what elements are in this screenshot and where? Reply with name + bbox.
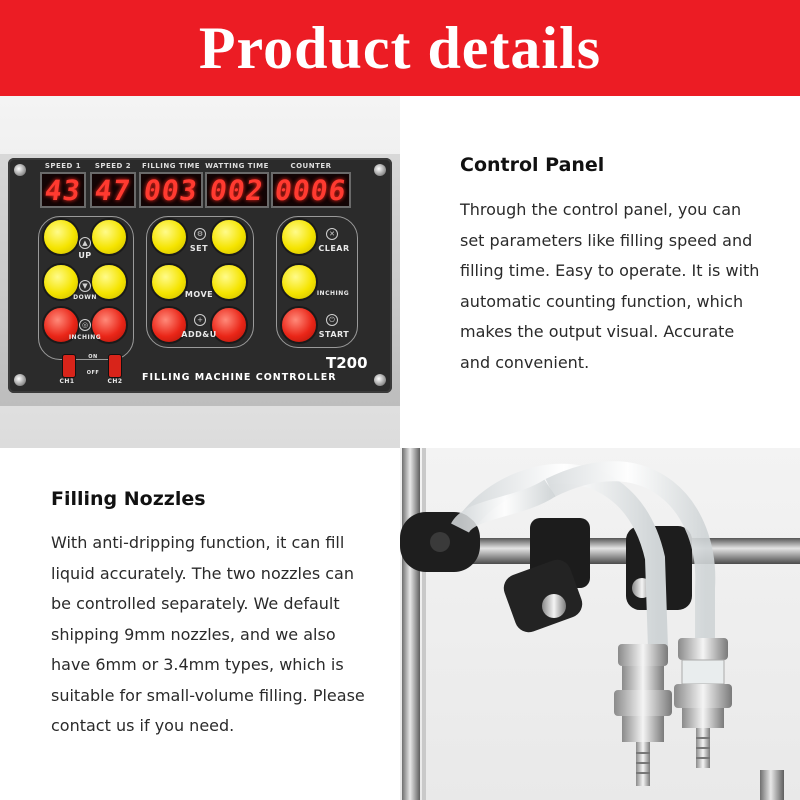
off-label: OFF (86, 370, 100, 376)
screw-icon (374, 164, 386, 176)
ch1-switch[interactable] (62, 354, 76, 378)
ch2-label: CH2 (107, 378, 123, 385)
down-label: DOWN (73, 294, 97, 301)
start-label: START (318, 330, 350, 339)
clear-button[interactable] (280, 218, 318, 256)
display-speed-1 (40, 172, 86, 208)
ch1-label: CH1 (59, 378, 75, 385)
display-value: 002 (207, 173, 267, 207)
waiting-time-up-button[interactable] (210, 218, 248, 256)
display-label-counter: COUNTER (290, 162, 332, 170)
screw-icon (374, 374, 386, 386)
display-speed-2 (90, 172, 136, 208)
filling-time-up-button[interactable] (150, 218, 188, 256)
display-label-waiting-time: WATTING TIME (205, 162, 269, 170)
filling-nozzles-photo (400, 448, 800, 800)
display-value: 003 (141, 173, 201, 207)
display-label-filling-time: FILLING TIME (141, 162, 201, 170)
set-icon: ⚙ (194, 228, 206, 240)
controller-name: FILLING MACHINE CONTROLLER (142, 372, 337, 383)
inching-right-label: INCHING (316, 290, 350, 297)
control-panel-description: Through the control panel, you can set parameters like filling speed and filling time. Easy to operate. It is with automatic counting function, which makes the output visual. Accurate and convenient. (460, 200, 760, 372)
add-icon: + (194, 314, 206, 326)
close-icon: ✕ (326, 228, 338, 240)
display-waiting-time (205, 172, 269, 208)
clear-label: CLEAR (318, 244, 350, 253)
page-title: Product details (198, 14, 602, 81)
display-label-speed-1: SPEED 1 (44, 162, 82, 170)
display-filling-time (139, 172, 203, 208)
screw-icon (14, 164, 26, 176)
control-panel-heading: Control Panel (460, 154, 605, 176)
inching-left-label: INCHING (68, 334, 102, 341)
power-icon: ⏻ (326, 314, 338, 326)
on-label: ON (88, 354, 98, 360)
display-value: 0006 (272, 173, 350, 207)
up-label: UP (78, 251, 92, 260)
controller-panel (8, 158, 392, 393)
control-panel-photo (0, 96, 400, 448)
display-label-speed-2: SPEED 2 (94, 162, 132, 170)
screw-icon (14, 374, 26, 386)
filling-nozzles-description: With anti-dripping function, it can fill liquid accurately. The two nozzles can be controlled separately. We default shipping 9mm nozzles, and we also have 6mm or 3.4mm types, which is suitable for small-volume filling. Please contact us if you need. (51, 533, 365, 735)
start-button[interactable] (280, 306, 318, 344)
inching-icon: ◎ (79, 319, 91, 331)
nozzle-illustration (400, 448, 800, 800)
move-label: MOVE (184, 290, 214, 299)
filling-nozzles-heading: Filling Nozzles (51, 488, 206, 510)
down-icon: ▼ (79, 280, 91, 292)
set-label: SET (189, 244, 209, 253)
display-counter (271, 172, 351, 208)
display-value: 43 (42, 173, 84, 207)
title-banner (0, 0, 800, 96)
ch2-switch[interactable] (108, 354, 122, 378)
display-value: 47 (92, 173, 134, 207)
add-label: ADD&U (181, 330, 217, 339)
up-icon: ▲ (79, 237, 91, 249)
model-number: T200 (326, 354, 368, 372)
